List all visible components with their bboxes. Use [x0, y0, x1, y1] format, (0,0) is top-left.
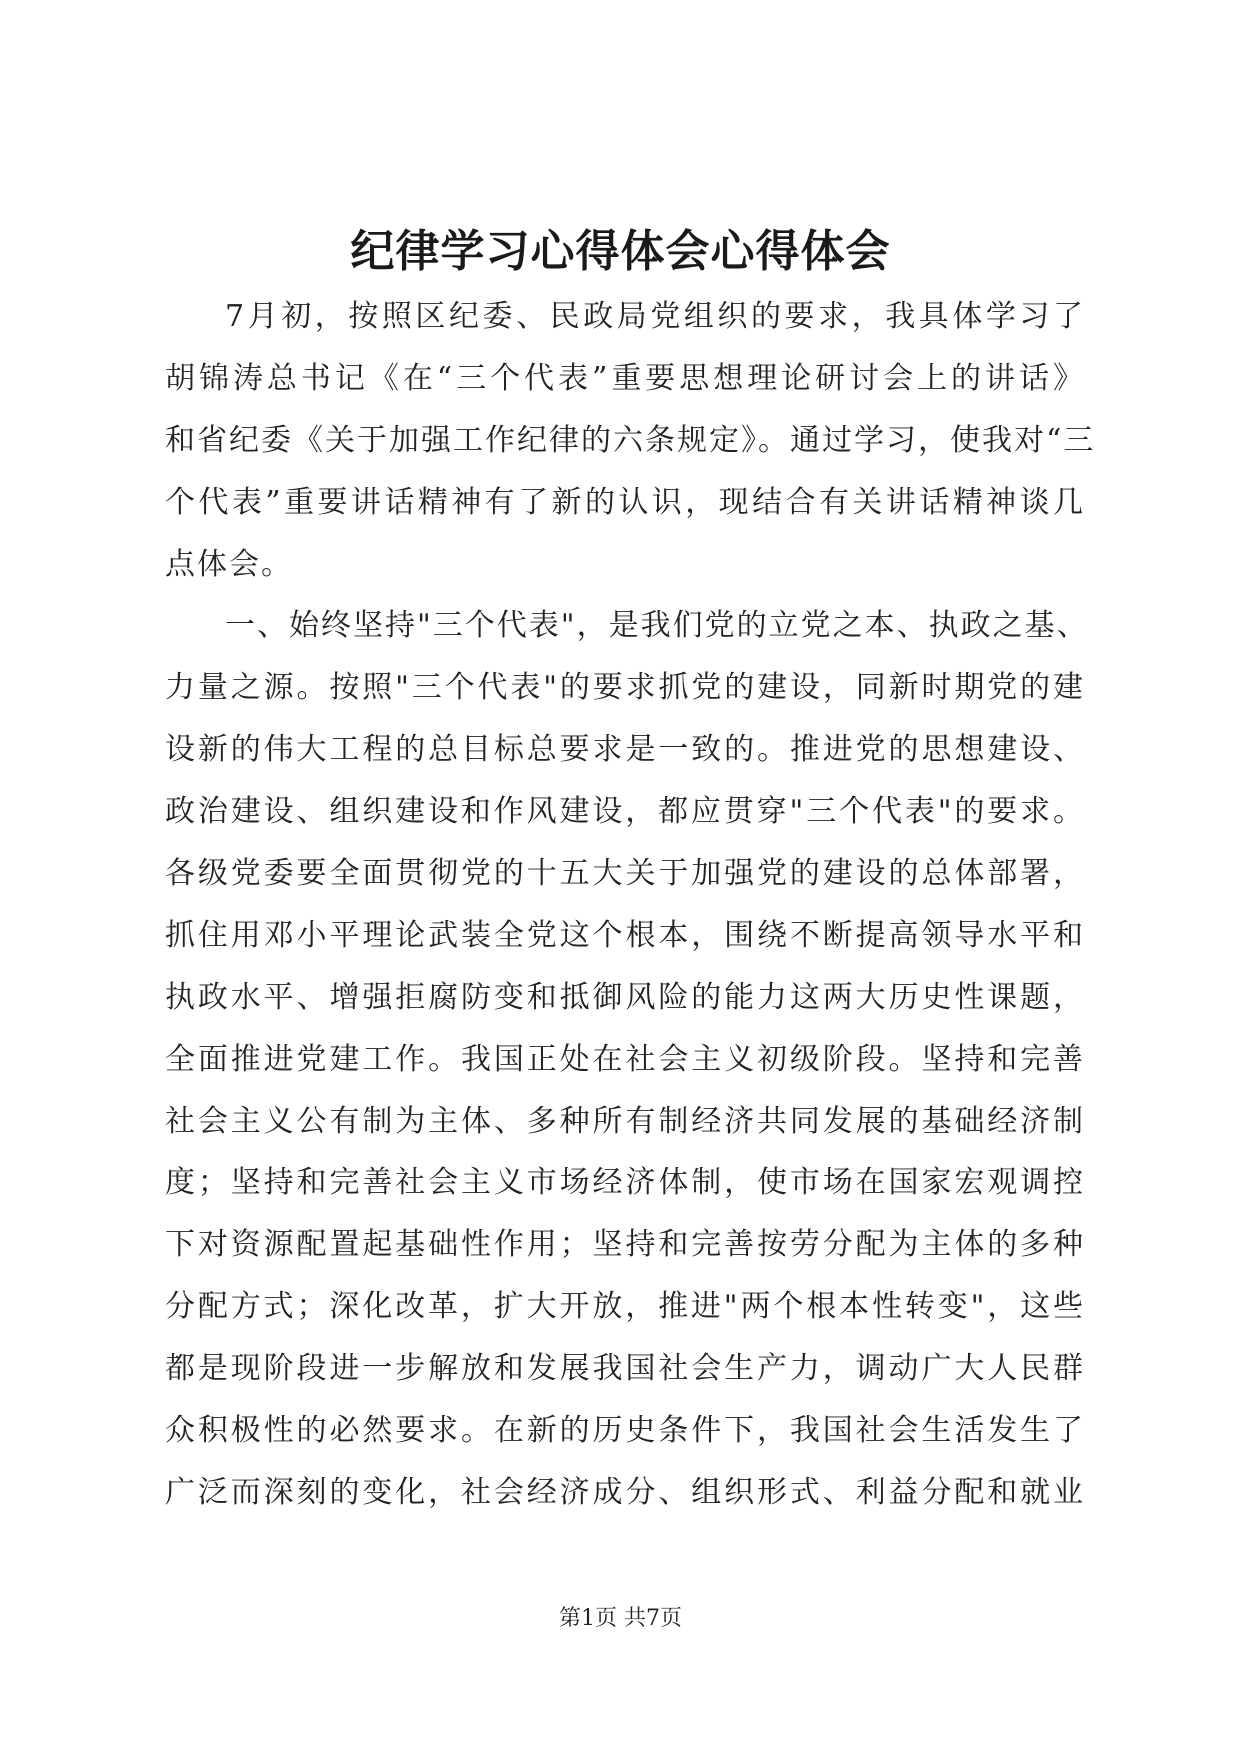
paragraph-2-line-13: 都是现阶段进一步解放和发展我国社会生产力，调动广大人民群 [165, 1351, 1085, 1387]
paragraph-2-line-4: 政治建设、组织建设和作风建设，都应贯穿"三个代表"的要求。 [165, 794, 1085, 830]
paragraph-2-line-12: 分配方式；深化改革，扩大开放，推进"两个根本性转变"，这些 [165, 1289, 1085, 1325]
document-title: 纪律学习心得体会心得体会 [350, 226, 891, 277]
paragraph-2-line-1: 一、始终坚持"三个代表"，是我们党的立党之本、执政之基、 [225, 608, 1089, 644]
paragraph-2-line-15: 广泛而深刻的变化，社会经济成分、组织形式、利益分配和就业 [165, 1474, 1085, 1510]
paragraph-1-line-5: 点体会。 [165, 546, 293, 582]
document-body [165, 286, 1096, 1524]
paragraph-1-line-2: 胡锦涛总书记《在“三个代表”重要思想理论研讨会上的讲话》 [165, 360, 1085, 396]
paragraph-2-line-10: 度；坚持和完善社会主义市场经济体制，使市场在国家宏观调控 [165, 1165, 1085, 1201]
paragraph-2-line-5: 各级党委要全面贯彻党的十五大关于加强党的建设的总体部署， [165, 856, 1085, 892]
paragraph-2-line-2: 力量之源。按照"三个代表"的要求抓党的建设，同新时期党的建 [165, 670, 1085, 706]
paragraph-2-line-6: 抓住用邓小平理论武装全党这个根本，围绕不断提高领导水平和 [165, 917, 1085, 953]
paragraph-1-line-1: 7月初，按照区纪委、民政局党组织的要求，我具体学习了 [225, 299, 1085, 334]
paragraph-1-line-4: 个代表”重要讲话精神有了新的认识，现结合有关讲话精神谈几 [165, 484, 1085, 520]
page-number-footer: 第1页 共7页 [559, 1606, 682, 1631]
paragraph-2-line-14: 众积极性的必然要求。在新的历史条件下，我国社会生活发生了 [165, 1413, 1085, 1449]
paragraph-2-line-7: 执政水平、增强拒腐防变和抵御风险的能力这两大历史性课题， [165, 979, 1085, 1015]
paragraph-2-line-9: 社会主义公有制为主体、多种所有制经济共同发展的基础经济制 [165, 1103, 1085, 1139]
paragraph-2-line-8: 全面推进党建工作。我国正处在社会主义初级阶段。坚持和完善 [165, 1041, 1085, 1077]
paragraph-2-line-3: 设新的伟大工程的总目标总要求是一致的。推进党的思想建设、 [165, 732, 1085, 768]
paragraph-2-line-11: 下对资源配置起基础性作用；坚持和完善按劳分配为主体的多种 [165, 1227, 1085, 1263]
paragraph-1-line-3: 和省纪委《关于加强工作纪律的六条规定》。通过学习，使我对“三 [165, 422, 1096, 458]
